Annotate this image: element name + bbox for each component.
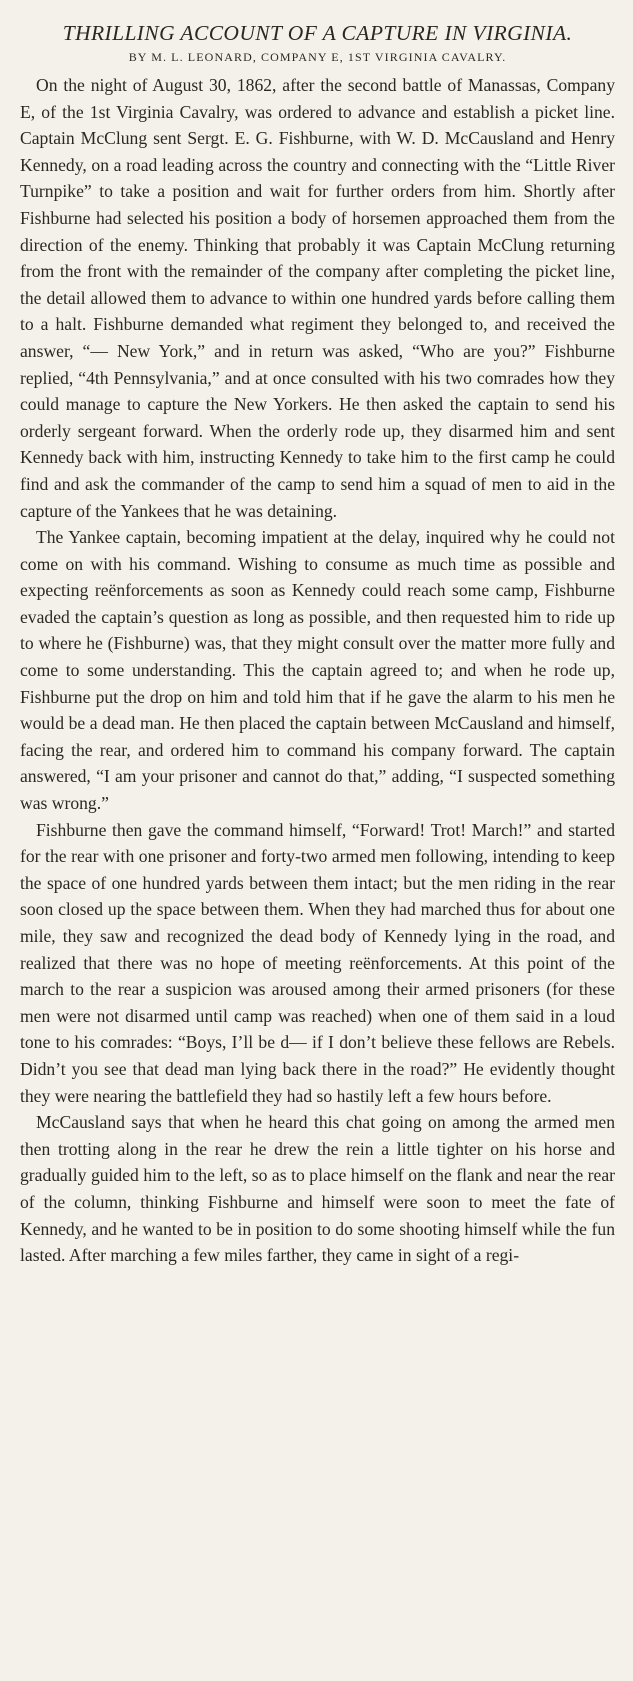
paragraph: Fishburne then gave the command himself, “Forward! Trot! March!” and started for the rear with one prisoner and forty-two armed men following, intending to keep the space of one hundred yards between them intact; but the men riding in the rear soon closed up the space between them. When they had marched thus for about one mile, they saw and recognized the dead body of Kennedy lying in the road, and realized that there was no hope of meeting reënforcements. At this point of the march to the rear a suspicion was aroused among their armed prisoners (for these men were not disarmed until camp was reached) when one of them said in a loud tone to his comrades: “Boys, I’ll be d— if I don’t believe these fellows are Rebels. Didn’t you see that dead man lying back there in the road?” He evidently thought they were nearing the battlefield they had so hastily left a few hours before. bbox=[20, 819, 615, 1106]
paragraph: The Yankee captain, becoming impatient at the delay, inquired why he could not come on with his command. Wishing to consume as much time as possible and expecting reënforcements as soon as Kennedy could reach some camp, Fishburne evaded the captain’s question as long as possible, and then requested him to ride up to where he (Fishburne) was, that they might consult over the matter more fully and come to some understanding. This the captain agreed to; and when he rode up, Fishburne put the drop on him and told him that if he gave the alarm to his men he would be a dead man. He then placed the captain between McCausland and himself, facing the rear, and ordered him to command his company forward. The captain answered, “I am your prisoner and cannot do that,” adding, “I suspected something was wrong.” bbox=[20, 527, 615, 814]
article-title: THRILLING ACCOUNT OF A CAPTURE IN VIRGINIA. bbox=[62, 21, 573, 45]
article-body bbox=[20, 72, 615, 1269]
paragraph: On the night of August 30, 1862, after the second battle of Manassas, Company E, of the 1st Virginia Cavalry, was ordered to advance and establish a picket line. Captain McClung sent Sergt. E. G. Fishburne, with W. D. McCausland and Henry Kennedy, on a road leading across the country and connecting with the “Little River Turnpike” to take a position and wait for further orders from him. Shortly after Fishburne had selected his position a body of horsemen approached them from the direction of the enemy. Thinking that probably it was Captain McClung returning from the front with the remainder of the company after completing the picket line, the detail allowed them to advance to within one hundred yards before calling them to a halt. Fishburne demanded what regiment they belonged to, and received the answer, “— New York,” and in return was asked, “Who are you?” Fishburne replied, “4th Pennsylvania,” and at once consulted with his two comrades how they could manage to capture the New Yorkers. He then asked the captain to send his orderly sergeant forward. When the orderly rode up, they disarmed him and sent Kennedy back with him, instructing Kennedy to take him to the first camp he could find and ask the commander of the camp to send him a squad of men to aid in the capture of the Yankees that he was detaining. bbox=[20, 75, 615, 521]
article-byline: BY M. L. LEONARD, COMPANY E, 1ST VIRGINIA CAVALRY. bbox=[128, 50, 507, 64]
paragraph: McCausland says that when he heard this chat going on among the armed men then trotting along in the rear he drew the rein a little tighter on his horse and gradually guided him to the left, so as to place himself on the flank and near the rear of the column, thinking Fishburne and himself were soon to meet the fate of Kennedy, and he wanted to be in position to do some shooting himself while the fun lasted. After marching a few miles farther, they came in sight of a regi- bbox=[20, 1112, 615, 1266]
